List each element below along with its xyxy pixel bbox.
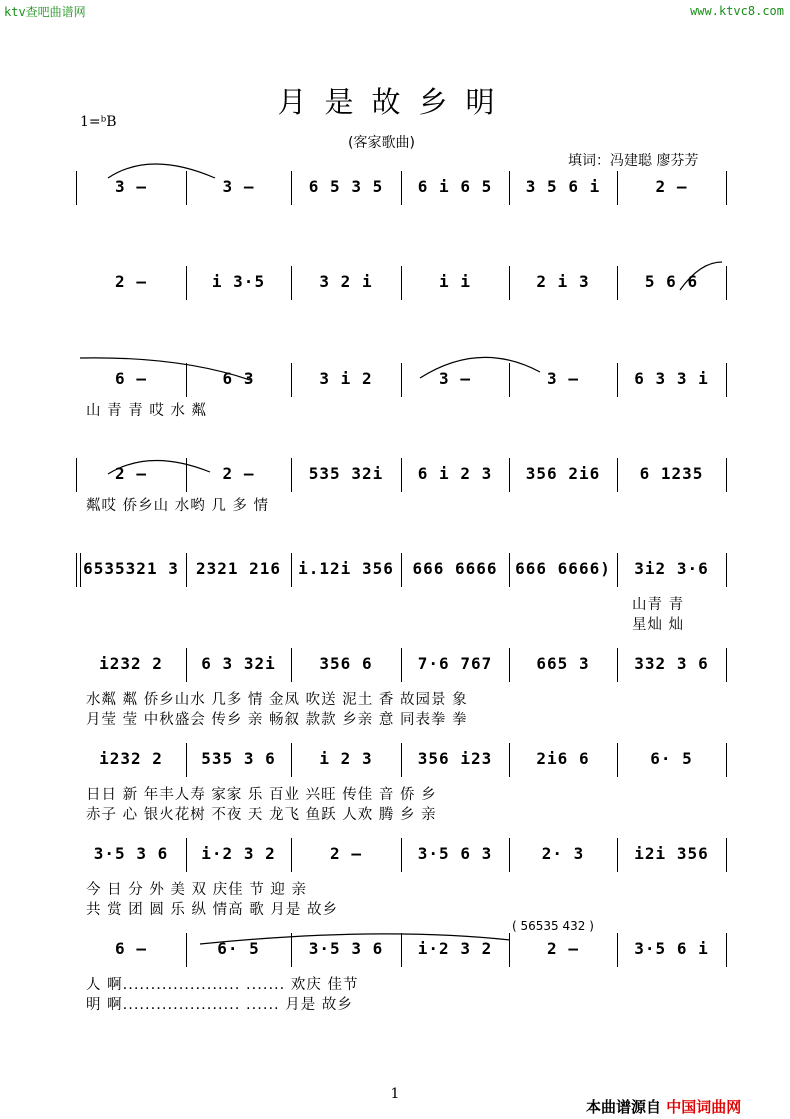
measure: 535 32i <box>308 464 384 483</box>
measure: 3 i 2 <box>319 369 373 388</box>
page-number: 1 <box>390 1086 400 1102</box>
lyric-line-2: 明 啊..................... ...... 月是 故乡 <box>86 997 353 1013</box>
measure: 3i2 3·6 <box>634 559 709 578</box>
lyric-line-2: 星灿 灿 <box>632 617 685 633</box>
song-title: 月是故乡明 <box>277 85 513 119</box>
measure: 6 3 3 i <box>634 369 709 388</box>
measure: 356 i23 <box>417 749 493 768</box>
slur <box>80 358 250 380</box>
measure: 3·5 6 i <box>634 939 709 958</box>
source-name: 中国词曲网 <box>666 1098 742 1116</box>
measure: 6 1235 <box>639 464 704 483</box>
measure: 3·5 3 6 <box>93 844 169 863</box>
song-subtitle: (客家歌曲) <box>348 135 415 151</box>
slur <box>680 262 722 290</box>
measure: 2 – <box>222 464 255 483</box>
measure: i 3·5 <box>211 272 266 291</box>
measure: i i <box>439 272 471 291</box>
measure: 3 – <box>222 177 255 196</box>
source-prefix: 本曲谱源自 <box>586 1098 662 1116</box>
bracket-notation: ( 56535 432 ) <box>512 919 594 933</box>
measure: 3·5 3 6 <box>308 939 384 958</box>
lyric-line-1: 水粼 粼 侨乡山水 几多 情 金凤 吹送 泥土 香 故园景 象 <box>86 692 468 708</box>
measure: i·2 3 2 <box>201 844 276 863</box>
measure: i 2 3 <box>319 749 373 768</box>
site-watermark-left: ktv查吧曲谱网 <box>4 5 86 19</box>
measure: 2 – <box>655 177 688 196</box>
measure: 2 – <box>115 272 147 291</box>
measure: i.12i 356 <box>298 559 394 578</box>
measure: 2321 216 <box>195 559 282 578</box>
measure: i·2 3 2 <box>417 939 493 958</box>
measure: 6535321 3 <box>83 559 179 578</box>
measure: 6 3 <box>222 369 255 388</box>
slur <box>108 164 215 178</box>
measure: 356 6 <box>319 654 373 673</box>
lyric-line-2: 共 赏 团 圆 乐 纵 情高 歌 月是 故乡 <box>86 902 338 918</box>
slur <box>420 357 540 378</box>
lyric-line: 粼哎 侨乡山 水哟 几 多 情 <box>86 498 270 514</box>
measure: 6· 5 <box>650 749 693 768</box>
slur <box>108 460 210 474</box>
lyric-line-1: 山青 青 <box>632 597 685 613</box>
measure: 2 – <box>547 939 579 958</box>
lyric-line-1: 今 日 分 外 美 双 庆佳 节 迎 亲 <box>86 882 307 898</box>
measure: 5 6 6 <box>644 272 699 291</box>
measure: 3 – <box>115 177 147 196</box>
measure: 666 6666) <box>515 559 611 578</box>
measure: 3·5 6 3 <box>417 844 493 863</box>
lyricist-credit: 填词：冯建聪 廖芬芳 <box>568 153 699 169</box>
key-signature: 1=ᵇB <box>80 114 117 130</box>
lyric-line-1: 人 啊..................... ....... 欢庆 佳节 <box>86 977 359 993</box>
measure: 6 – <box>115 939 147 958</box>
measure: 3 – <box>547 369 579 388</box>
lyric-line-2: 月莹 莹 中秋盛会 传乡 亲 畅叙 款款 乡亲 意 同表拳 拳 <box>86 712 468 728</box>
measure: 2 i 3 <box>536 272 590 291</box>
measure: 666 6666 <box>412 559 498 578</box>
source-credit <box>586 1096 741 1117</box>
measure: 3 5 6 i <box>525 177 601 196</box>
measure: 6 i 6 5 <box>417 177 493 196</box>
measure: 2i6 6 <box>536 749 590 768</box>
lyric-line-1: 日日 新 年丰人寿 家家 乐 百业 兴旺 传佳 音 侨 乡 <box>86 787 437 803</box>
measure: i232 2 <box>99 654 163 673</box>
measure: 7·6 767 <box>417 654 493 673</box>
lyric-line: 山 青 青 哎 水 粼 <box>86 403 208 419</box>
measure: 6 – <box>115 369 147 388</box>
measure: 2 – <box>115 464 147 483</box>
measure: 665 3 <box>536 654 590 673</box>
measure: 6 3 32i <box>201 654 276 673</box>
measure: 535 3 6 <box>201 749 276 768</box>
measure: 2· 3 <box>541 844 585 863</box>
slur <box>200 934 510 944</box>
measure: i232 2 <box>99 749 163 768</box>
measure: 6 5 3 5 <box>308 177 384 196</box>
site-watermark-right: www.ktvc8.com <box>690 4 784 18</box>
measure: 6· 5 <box>217 939 260 958</box>
measure: 356 2i6 <box>525 464 601 483</box>
measure: i2i 356 <box>634 844 709 863</box>
measure: 6 i 2 3 <box>417 464 493 483</box>
measure: 3 – <box>439 369 471 388</box>
measure: 3 2 i <box>319 272 373 291</box>
measure: 2 – <box>330 844 362 863</box>
lyric-line-2: 赤子 心 银火花树 不夜 天 龙飞 鱼跃 人欢 腾 乡 亲 <box>86 807 437 823</box>
measure: 332 3 6 <box>634 654 709 673</box>
